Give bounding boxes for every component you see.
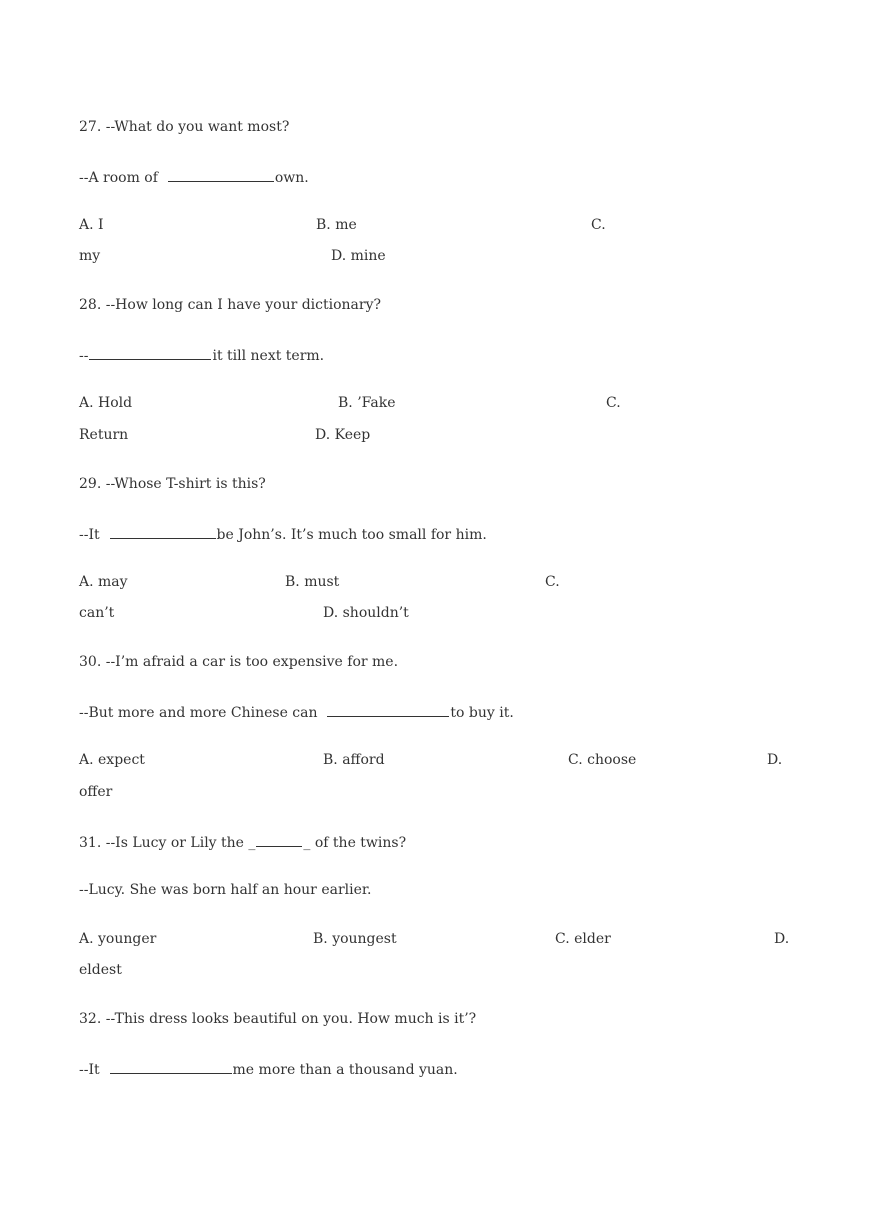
q27-answer-blank[interactable] <box>168 167 274 182</box>
q27-option-a[interactable]: A. I <box>79 217 104 233</box>
q30-option-d-text[interactable]: offer <box>79 784 113 800</box>
q31-option-a[interactable]: A. younger <box>79 931 157 947</box>
q30-reply <box>79 702 514 722</box>
q27-reply-post: own. <box>274 170 309 186</box>
q29-stem: 29. --Whose T-shirt is this? <box>79 476 266 492</box>
q28-option-a[interactable]: A. Hold <box>79 395 133 411</box>
q28-reply-post: it till next term. <box>212 348 325 364</box>
q27-reply-pre: --A room of <box>79 170 163 186</box>
q28-option-b[interactable]: B. ’Fake <box>338 395 396 411</box>
q31-option-b[interactable]: B. youngest <box>313 931 397 947</box>
q30-stem: 30. --I’m afraid a car is too expensive for me. <box>79 654 399 670</box>
q27-option-d[interactable]: D. mine <box>331 248 386 264</box>
q30-reply-pre: --But more and more Chinese can <box>79 705 322 721</box>
q31-option-d-text[interactable]: eldest <box>79 962 122 978</box>
q27-option-c-text[interactable]: my <box>79 248 101 264</box>
q29-reply <box>79 524 487 544</box>
q31-answer-blank[interactable] <box>256 832 302 847</box>
q30-answer-blank[interactable] <box>327 702 449 717</box>
q28-answer-blank[interactable] <box>89 345 211 360</box>
q30-option-b[interactable]: B. afford <box>323 752 385 768</box>
q31-stem <box>79 832 406 852</box>
q32-reply-pre: --It <box>79 1062 105 1078</box>
q32-stem: 32. --This dress looks beautiful on you. How much is it’? <box>79 1011 477 1027</box>
q29-option-c[interactable]: C. <box>545 574 560 590</box>
q32-reply <box>79 1059 458 1079</box>
q28-option-c-text[interactable]: Return <box>79 427 129 443</box>
q31-stem-post: _ of the twins? <box>303 835 407 851</box>
q29-reply-pre: --It <box>79 527 105 543</box>
q27-option-c[interactable]: C. <box>591 217 606 233</box>
q31-reply: --Lucy. She was born half an hour earlier. <box>79 882 372 898</box>
q32-answer-blank[interactable] <box>110 1059 232 1074</box>
q32-reply-post: me more than a thousand yuan. <box>232 1062 458 1078</box>
q28-reply <box>79 345 324 365</box>
q29-reply-post: be John’s. It’s much too small for him. <box>216 527 487 543</box>
q31-option-d[interactable]: D. <box>774 931 790 947</box>
q29-option-b[interactable]: B. must <box>285 574 340 590</box>
q30-reply-post: to buy it. <box>450 705 514 721</box>
q27-reply <box>79 167 309 187</box>
q27-option-b[interactable]: B. me <box>316 217 357 233</box>
q30-option-c[interactable]: C. choose <box>568 752 637 768</box>
q29-option-a[interactable]: A. may <box>79 574 128 590</box>
q29-answer-blank[interactable] <box>110 524 216 539</box>
q28-stem: 28. --How long can I have your dictionary? <box>79 297 382 313</box>
q28-option-c[interactable]: C. <box>606 395 621 411</box>
q29-option-d[interactable]: D. shouldn’t <box>323 605 409 621</box>
q30-option-d[interactable]: D. <box>767 752 783 768</box>
q31-stem-pre: 31. --Is Lucy or Lily the _ <box>79 835 256 851</box>
q31-option-c[interactable]: C. elder <box>555 931 611 947</box>
q28-reply-pre: -- <box>79 348 89 364</box>
q27-stem: 27. --What do you want most? <box>79 119 290 135</box>
q28-option-d[interactable]: D. Keep <box>315 427 371 443</box>
q29-option-c-text[interactable]: can’t <box>79 605 115 621</box>
q30-option-a[interactable]: A. expect <box>79 752 145 768</box>
